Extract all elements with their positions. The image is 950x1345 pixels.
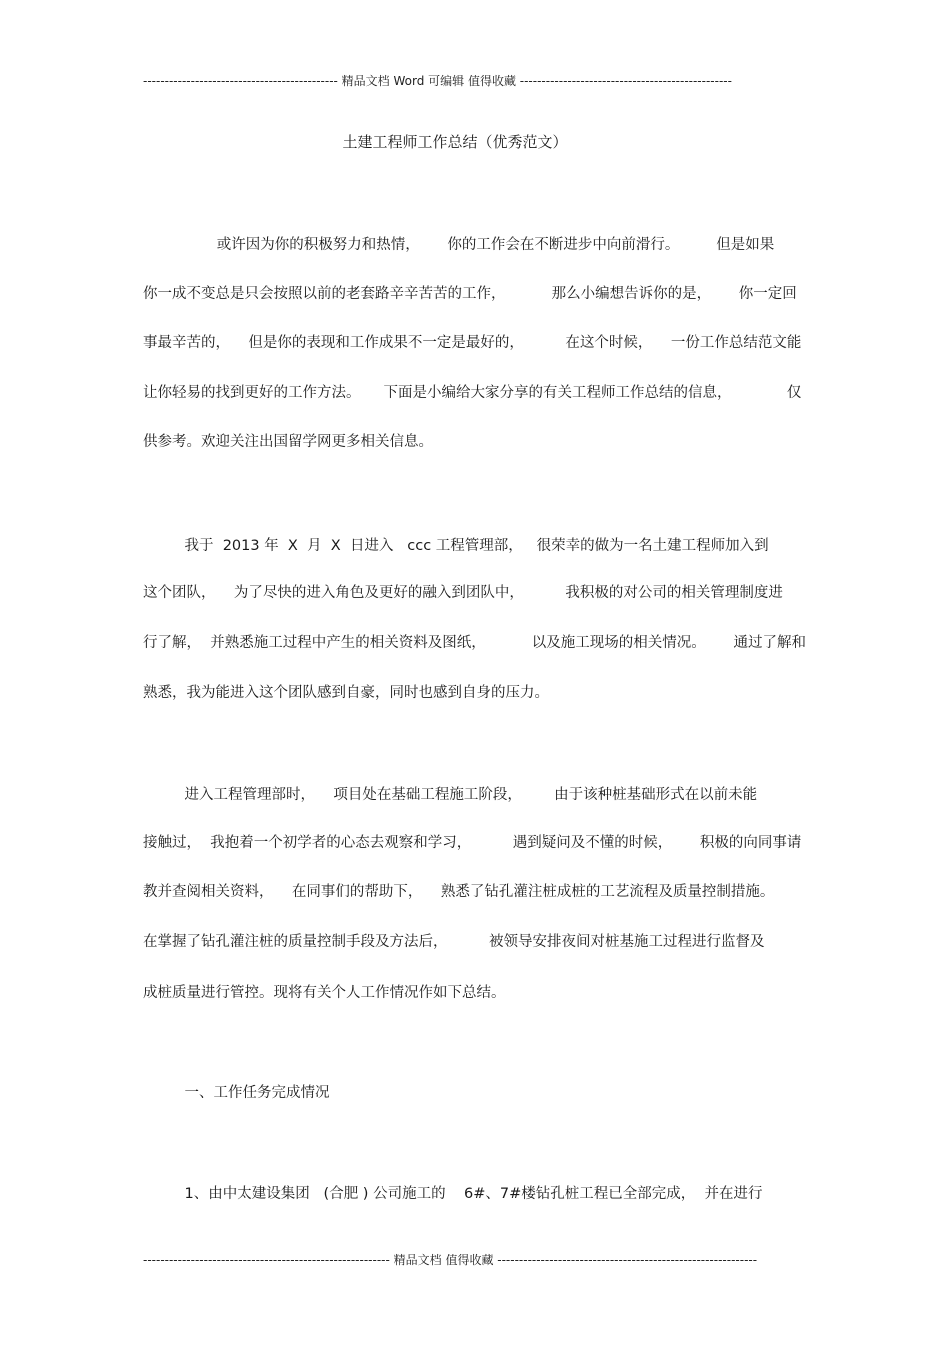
page-footer: --------------------------------------------------------- 精品文档 值得收藏 ------------------------------------------------------------ (143, 1253, 758, 1267)
paragraph-line: 1、由中太建设集团 (合肥 ) 公司施工的 6#、7#楼钻孔桩工程已全部完成， 并在进行 (143, 1186, 763, 1202)
document-title: 土建工程师工作总结（优秀范文） (342, 133, 568, 151)
paragraph-line: 行了解， 并熟悉施工过程中产生的相关资料及图纸， 以及施工现场的相关情况。 通过了解和 (143, 635, 806, 651)
paragraph-line: 事最辛苦的， 但是你的表现和工作成果不一定是最好的， 在这个时候， 一份工作总结范文能 (143, 335, 802, 351)
paragraph-line: 进入工程管理部时， 项目处在基础工程施工阶段， 由于该种桩基础形式在以前未能 (143, 787, 758, 803)
paragraph-line: 供参考。欢迎关注出国留学网更多相关信息。 (143, 434, 433, 450)
paragraph-line: 或许因为你的积极努力和热情， 你的工作会在不断进步中向前滑行。 但是如果 (143, 237, 775, 253)
page-header: --------------------------------------------- 精品文档 Word 可编辑 值得收藏 ------------------------------------------------- (143, 74, 732, 88)
paragraph-line: 教并查阅相关资料， 在同事们的帮助下， 熟悉了钻孔灌注桩成桩的工艺流程及质量控制措施。 (143, 884, 775, 900)
paragraph-line: 你一成不变总是只会按照以前的老套路辛辛苦苦的工作， 那么小编想告诉你的是， 你一定回 (143, 286, 797, 302)
paragraph-line: 我于 2013 年 X 月 X 日进入 ccc 工程管理部， 很荣幸的做为一名土建工程师加入到 (143, 538, 769, 554)
paragraph-line: 熟悉，我为能进入这个团队感到自豪，同时也感到自身的压力。 (143, 685, 549, 701)
section-heading: 一、工作任务完成情况 (143, 1085, 330, 1101)
paragraph-line: 在掌握了钻孔灌注桩的质量控制手段及方法后， 被领导安排夜间对桩基施工过程进行监督及 (143, 934, 765, 950)
paragraph-line: 接触过， 我抱着一个初学者的心态去观察和学习， 遇到疑问及不懂的时候， 积极的向同事请 (143, 835, 802, 851)
paragraph-line: 成桩质量进行管控。现将有关个人工作情况作如下总结。 (143, 985, 506, 1001)
paragraph-line: 让你轻易的找到更好的工作方法。 下面是小编给大家分享的有关工程师工作总结的信息， 仅 (143, 385, 802, 401)
paragraph-line: 这个团队， 为了尽快的进入角色及更好的融入到团队中， 我积极的对公司的相关管理制度进 (143, 585, 783, 601)
